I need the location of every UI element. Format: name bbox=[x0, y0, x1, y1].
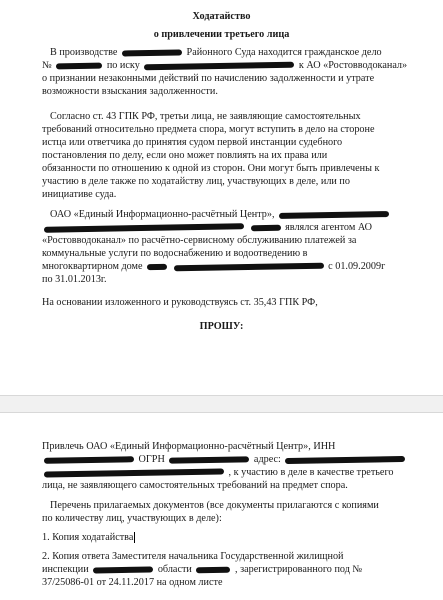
text-segment: , зарегистрированного под № bbox=[234, 564, 363, 575]
para3-line3: «Ростовводоканал» по расчётно-сервисному обслуживанию платежей за bbox=[42, 235, 357, 246]
attachment-item-1[interactable] bbox=[42, 531, 135, 544]
para6-line1: Перечень прилагаемых документов (все документы прилагаются с копиями bbox=[50, 500, 379, 511]
para5-line3 bbox=[42, 466, 393, 479]
para3-line4: коммунальные услуги по водоснабжению и водоотведению в bbox=[42, 248, 308, 259]
para5-line2 bbox=[42, 453, 407, 466]
redaction bbox=[44, 468, 224, 477]
page-break bbox=[0, 395, 443, 413]
para2-line7: инициативе суда. bbox=[42, 189, 117, 200]
redaction bbox=[196, 566, 230, 573]
text-segment: ОАО «Единый Информационно-расчётный Центр», bbox=[50, 209, 275, 220]
redaction bbox=[144, 61, 294, 70]
text-segment: многоквартирном доме bbox=[42, 261, 143, 272]
text-segment: , к участию в деле в качестве третьего bbox=[228, 467, 394, 478]
redaction bbox=[122, 49, 182, 56]
para4: На основании изложенного и руководствуясь ст. 35,43 ГПК РФ, bbox=[42, 297, 318, 308]
para6-line2: по количеству лиц, участвующих в деле): bbox=[42, 513, 222, 524]
para3-line1 bbox=[50, 208, 391, 221]
attachment-item-2-line2 bbox=[42, 563, 362, 576]
redaction bbox=[56, 62, 102, 69]
para1-line4: возможности взыскания задолженности. bbox=[42, 86, 218, 97]
redaction bbox=[174, 262, 324, 271]
para2-line4: постановления по делу, если оно может повлиять на их права или bbox=[42, 150, 328, 161]
text-segment: инспекции bbox=[42, 564, 89, 575]
para5-line4: лица, не заявляющего самостоятельных требований на предмет спора. bbox=[42, 480, 348, 491]
para2-line3: истца или ответчика до принятия судом первой инстанции судебного bbox=[42, 137, 343, 148]
text-segment: адрес: bbox=[253, 454, 281, 465]
redaction bbox=[147, 263, 167, 269]
para3-line2 bbox=[42, 221, 372, 234]
text-segment: являлся агентом АО bbox=[285, 222, 373, 233]
text-segment: № bbox=[42, 60, 52, 71]
para2-line5: обязанности по отношению к одной из сторон. Они могут быть привлечены к bbox=[42, 163, 380, 174]
redaction bbox=[250, 224, 280, 231]
para2-line2: требований относительно предмета спора, могут вступить в дело на стороне bbox=[42, 124, 375, 135]
attachment-item-2-line3: 37/25086-01 от 24.11.2017 на одном листе bbox=[42, 577, 223, 588]
redaction bbox=[279, 211, 389, 219]
text-segment: Районного Суда находится гражданское дело bbox=[186, 47, 382, 58]
text-segment: по иску bbox=[106, 60, 140, 71]
document-sheet-2 bbox=[0, 413, 443, 600]
text-segment: В производстве bbox=[50, 47, 118, 58]
para1-line3: о признании незаконными действий по начислению задолженности и утрате bbox=[42, 73, 375, 84]
request-heading: ПРОШУ: bbox=[199, 321, 244, 332]
text-cursor bbox=[134, 532, 135, 543]
text-segment: к АО «Ростовводоканал» bbox=[298, 60, 408, 71]
text-segment: с 01.09.2009г bbox=[328, 261, 386, 272]
document-subtitle: о привлечении третьего лица bbox=[153, 29, 290, 40]
para2-line1: Согласно ст. 43 ГПК РФ, третьи лица, не заявляющие самостоятельных bbox=[50, 111, 361, 122]
redaction bbox=[44, 223, 244, 232]
attachment-item-2-line1: 2. Копия ответа Заместителя начальника Государственной жилищной bbox=[42, 551, 344, 562]
para2-line6: участию в деле также по ходатайству лиц, участвующих в деле, или по bbox=[42, 176, 350, 187]
para1-line1 bbox=[50, 46, 382, 59]
text-segment: 1. Копия ходатайства bbox=[42, 532, 134, 543]
para5-line1: Привлечь ОАО «Единый Информационно-расчётный Центр», ИНН bbox=[42, 441, 336, 452]
para3-line6: по 31.01.2013г. bbox=[42, 274, 107, 285]
redaction bbox=[169, 456, 249, 463]
redaction bbox=[44, 456, 134, 464]
para3-line5 bbox=[42, 260, 385, 273]
para1-line2 bbox=[42, 59, 407, 72]
text-segment: ОГРН bbox=[138, 454, 165, 465]
text-segment: области bbox=[157, 564, 192, 575]
document-title: Ходатайство bbox=[192, 11, 251, 22]
redaction bbox=[285, 456, 405, 464]
redaction bbox=[93, 566, 153, 573]
